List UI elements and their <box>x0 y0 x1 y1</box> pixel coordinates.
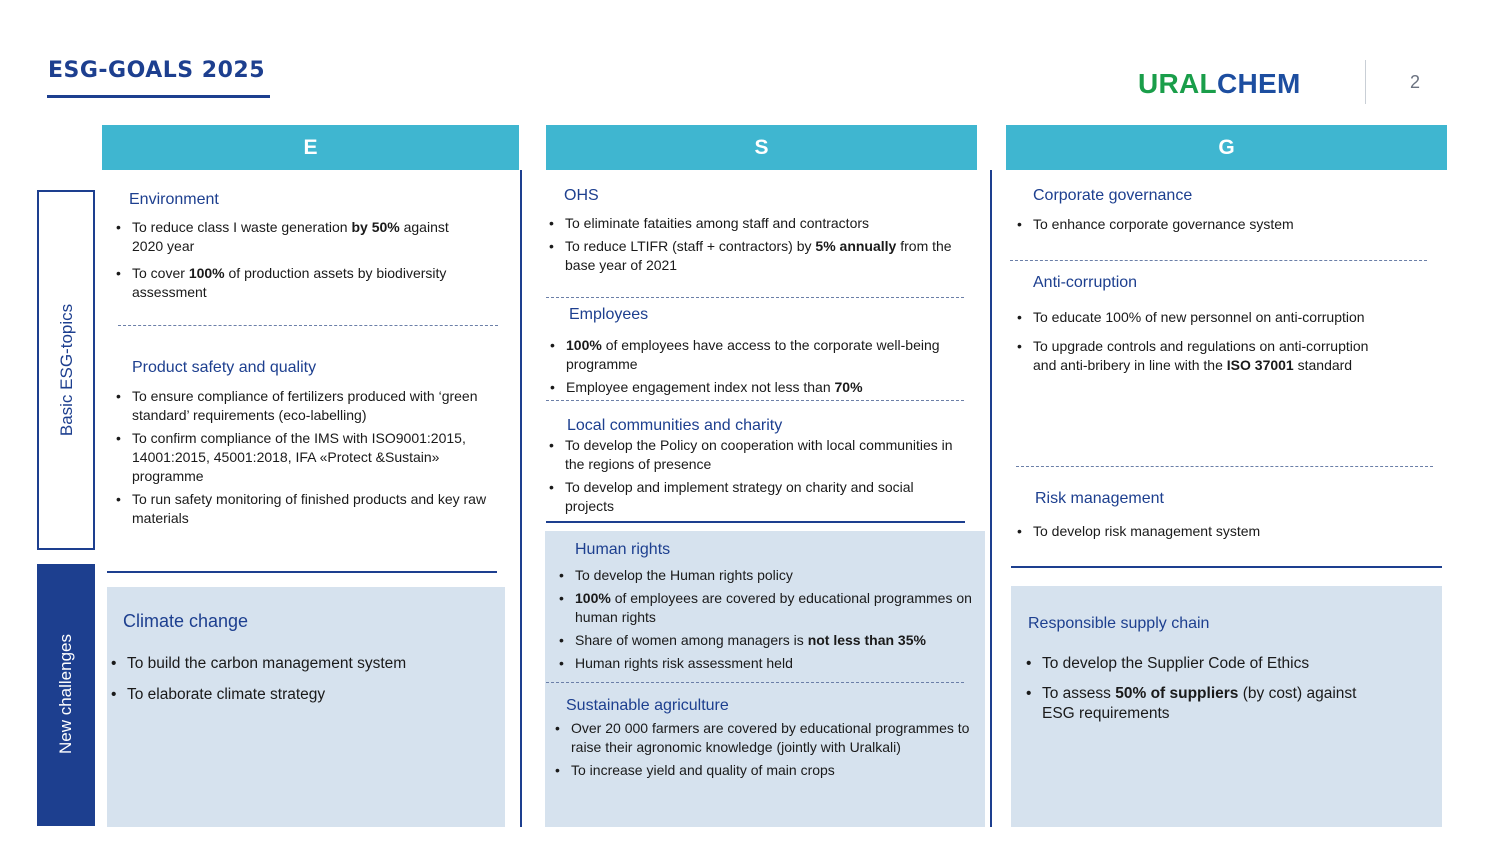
section-divider <box>546 400 964 401</box>
governance-list <box>1015 215 1415 238</box>
uralchem-logo <box>1138 68 1301 100</box>
climate-panel <box>107 587 505 827</box>
human-rights-list <box>557 566 982 677</box>
communities-heading: Local communities and charity <box>567 417 783 434</box>
list-item: • To develop and implement strategy on charity and social projects <box>547 478 965 516</box>
list-item: • To run safety monitoring of finished products and key raw materials <box>114 490 489 528</box>
new-challenges-divider-s <box>546 521 965 523</box>
new-challenges-label: New challenges <box>56 634 75 755</box>
list-item: • Human rights risk assessment held <box>557 654 982 673</box>
list-item: • To increase yield and quality of main crops <box>553 761 983 780</box>
environment-heading: Environment <box>129 191 219 208</box>
list-item: • To elaborate climate strategy <box>109 684 489 705</box>
employees-list <box>548 336 966 401</box>
supply-chain-heading: Responsible supply chain <box>1028 615 1210 632</box>
agriculture-heading: Sustainable agriculture <box>566 697 729 714</box>
human-rights-panel <box>545 531 985 827</box>
section-divider <box>546 682 964 683</box>
ohs-list <box>547 214 957 279</box>
list-item: • Over 20 000 farmers are covered by educational programmes to raise their agronomic knowledge (jointly with Uralkali) <box>553 719 983 757</box>
section-divider <box>1010 260 1427 261</box>
list-item: • To build the carbon management system <box>109 653 489 674</box>
section-divider <box>1016 466 1433 467</box>
list-item: • To cover 100% of production assets by biodiversity assessment <box>114 264 479 302</box>
column-header-e: E <box>102 125 519 170</box>
list-item: • To confirm compliance of the IMS with ISO9001:2015, 14001:2015, 45001:2018, IFA «Protect &Sustain» programme <box>114 429 489 486</box>
employees-heading: Employees <box>569 306 649 323</box>
anticorruption-heading: Anti-corruption <box>1033 274 1138 291</box>
climate-list <box>109 653 489 715</box>
anticorruption-list <box>1015 308 1390 379</box>
governance-heading: Corporate governance <box>1033 187 1193 204</box>
list-item: • To ensure compliance of fertilizers produced with ‘green standard’ requirements (eco-labelling) <box>114 387 489 425</box>
column-divider-sg <box>990 170 992 827</box>
new-challenges-box <box>37 564 95 826</box>
environment-list <box>114 218 479 306</box>
risk-list <box>1015 522 1415 545</box>
communities-list <box>547 436 965 520</box>
header-divider <box>1365 60 1366 104</box>
list-item: • 100% of employees are covered by educational programmes on human rights <box>557 589 982 627</box>
logo-part-chem: CHEM <box>1216 68 1301 99</box>
logo-part-ural: URAL <box>1138 68 1217 99</box>
list-item: • To develop the Policy on cooperation with local communities in the regions of presence <box>547 436 965 474</box>
list-item: • Employee engagement index not less than 70% <box>548 378 966 397</box>
basic-topics-box <box>37 190 95 550</box>
column-header-g: G <box>1006 125 1447 170</box>
risk-heading: Risk management <box>1035 490 1164 507</box>
supply-chain-panel <box>1011 586 1442 827</box>
title-underline <box>47 95 270 98</box>
list-item: • To develop the Supplier Code of Ethics <box>1024 653 1384 674</box>
list-item: • To eliminate fataities among staff and contractors <box>547 214 957 233</box>
column-header-s: S <box>546 125 977 170</box>
list-item: • Share of women among managers is not less than 35% <box>557 631 982 650</box>
climate-heading: Climate change <box>123 611 249 631</box>
human-rights-heading: Human rights <box>575 541 671 558</box>
list-item: • To develop the Human rights policy <box>557 566 982 585</box>
product-safety-list <box>114 387 489 532</box>
column-divider-es <box>520 170 522 827</box>
new-challenges-divider-g <box>1011 566 1442 568</box>
agriculture-list <box>553 719 983 784</box>
ohs-heading: OHS <box>564 187 599 204</box>
product-safety-heading: Product safety and quality <box>132 359 317 376</box>
list-item: • To reduce LTIFR (staff + contractors) by 5% annually from the base year of 2021 <box>547 237 957 275</box>
list-item: • To assess 50% of suppliers (by cost) against ESG requirements <box>1024 684 1384 724</box>
basic-topics-label: Basic ESG-topics <box>57 303 76 437</box>
list-item: • 100% of employees have access to the corporate well-being programme <box>548 336 966 374</box>
section-divider <box>546 297 964 298</box>
page-number: 2 <box>1410 72 1421 92</box>
new-challenges-divider-e <box>107 571 497 573</box>
list-item: • To develop risk management system <box>1015 522 1415 541</box>
supply-chain-list <box>1024 653 1384 734</box>
section-divider <box>118 325 498 326</box>
list-item: • To reduce class I waste generation by 50% against 2020 year <box>114 218 479 256</box>
page-title: ESG-GOALS 2025 <box>48 58 266 83</box>
list-item: • To enhance corporate governance system <box>1015 215 1415 234</box>
list-item: • To educate 100% of new personnel on anti-corruption <box>1015 308 1390 327</box>
list-item: • To upgrade controls and regulations on anti-corruption and anti-bribery in line with the ISO 37001 standard <box>1015 337 1390 375</box>
